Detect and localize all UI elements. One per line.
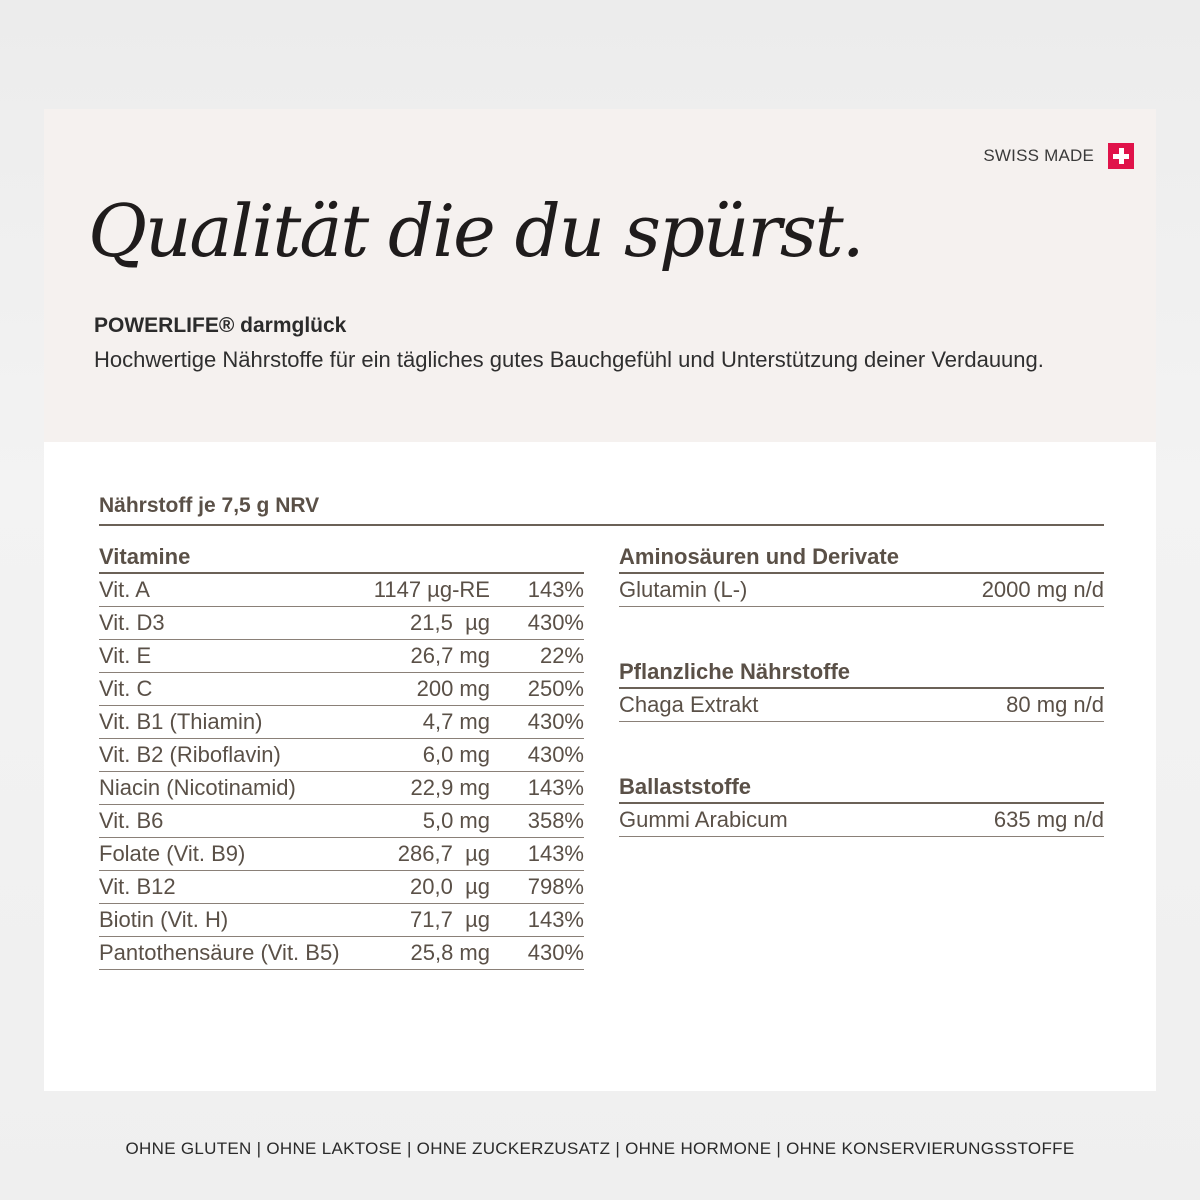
nutrient-nrv: 143% xyxy=(527,775,584,800)
nutrient-name: Vit. E xyxy=(99,643,152,668)
nutrient-nrv: 22% xyxy=(539,643,584,668)
vitamins-section xyxy=(99,542,584,970)
table-row xyxy=(99,904,584,937)
nutrient-amount: 21,5 µg xyxy=(410,610,490,635)
product-description: Hochwertige Nährstoffe für ein tägliches gutes Bauchgefühl und Unterstützung deiner Verdauung. xyxy=(94,347,1044,372)
nutrient-amount: 20,0 µg xyxy=(410,874,490,899)
swiss-made-badge xyxy=(983,143,1134,169)
table-row xyxy=(99,838,584,871)
footer-claims: OHNE GLUTEN | OHNE LAKTOSE | OHNE ZUCKERZUSATZ | OHNE HORMONE | OHNE KONSERVIERUNGSSTOFFE xyxy=(125,1139,1075,1158)
nutrient-amount: 200 mg xyxy=(416,676,490,701)
nutrient-name: Vit. D3 xyxy=(99,610,165,635)
other-nutrients xyxy=(619,542,1104,837)
table-row xyxy=(99,706,584,739)
nutrient-name: Pantothensäure (Vit. B5) xyxy=(99,940,340,965)
amino-heading: Aminosäuren und Derivate xyxy=(619,542,1104,574)
nutrient-amount: 71,7 µg xyxy=(410,907,490,932)
table-row xyxy=(99,805,584,838)
table-row xyxy=(99,607,584,640)
table-row xyxy=(99,772,584,805)
nutrient-name: Chaga Extrakt xyxy=(619,692,759,717)
swiss-flag-icon xyxy=(1108,143,1134,169)
nutrient-name: Vit. B6 xyxy=(99,808,164,833)
nutrient-nrv: 430% xyxy=(527,940,584,965)
nutrient-name: Biotin (Vit. H) xyxy=(99,907,229,932)
nutrient-nrv: 430% xyxy=(527,742,584,767)
nutrient-amount: 4,7 mg xyxy=(422,709,490,734)
headline: Qualität die du spürst. xyxy=(88,189,863,273)
plant-heading: Pflanzliche Nährstoffe xyxy=(619,657,1104,689)
nutrient-name: Vit. B2 (Riboflavin) xyxy=(99,742,281,767)
nutrient-nrv: 430% xyxy=(527,610,584,635)
nutrient-name: Niacin (Nicotinamid) xyxy=(99,775,296,800)
nutrient-amount: 22,9 mg xyxy=(410,775,490,800)
product-name: POWERLIFE® darmglück xyxy=(94,314,347,337)
nutrient-name: Folate (Vit. B9) xyxy=(99,841,246,866)
nutrient-amount: 1147 µg-RE xyxy=(373,577,490,602)
table-row xyxy=(619,804,1104,837)
vitamins-heading: Vitamine xyxy=(99,542,584,574)
nutrient-name: Gummi Arabicum xyxy=(619,807,788,832)
table-row xyxy=(99,739,584,772)
nutrient-amount: 25,8 mg xyxy=(410,940,490,965)
swiss-made-label: SWISS MADE xyxy=(983,146,1094,165)
nutrient-amount: 6,0 mg xyxy=(422,742,490,767)
hero-section xyxy=(44,109,1156,442)
nutrient-name: Vit. B1 (Thiamin) xyxy=(99,709,263,734)
nutrient-amount: 286,7 µg xyxy=(397,841,490,866)
table-row xyxy=(99,937,584,970)
nutrient-name: Glutamin (L-) xyxy=(619,577,748,602)
nutrient-nrv: 143% xyxy=(527,907,584,932)
table-row xyxy=(99,871,584,904)
nutrient-name: Vit. C xyxy=(99,676,153,701)
nutrient-amount: 2000 mg n/d xyxy=(981,577,1104,602)
nutrient-name: Vit. B12 xyxy=(99,874,176,899)
fiber-heading: Ballaststoffe xyxy=(619,772,1104,804)
nutrient-table-title: Nährstoff je 7,5 g NRV xyxy=(99,494,1104,526)
nutrient-amount: 5,0 mg xyxy=(422,808,490,833)
nutrient-amount: 80 mg n/d xyxy=(1006,692,1104,717)
table-row xyxy=(99,640,584,673)
table-row xyxy=(99,673,584,706)
nutrient-nrv: 143% xyxy=(527,841,584,866)
nutrient-nrv: 430% xyxy=(527,709,584,734)
table-row xyxy=(99,574,584,607)
nutrient-nrv: 798% xyxy=(527,874,584,899)
table-row xyxy=(619,574,1104,607)
nutrient-amount: 635 mg n/d xyxy=(993,807,1104,832)
nutrient-nrv: 143% xyxy=(527,577,584,602)
table-row xyxy=(619,689,1104,722)
info-card xyxy=(44,109,1156,1091)
nutrient-amount: 26,7 mg xyxy=(410,643,490,668)
nutrient-nrv: 250% xyxy=(527,676,584,701)
nutrient-nrv: 358% xyxy=(527,808,584,833)
nutrient-name: Vit. A xyxy=(99,577,150,602)
